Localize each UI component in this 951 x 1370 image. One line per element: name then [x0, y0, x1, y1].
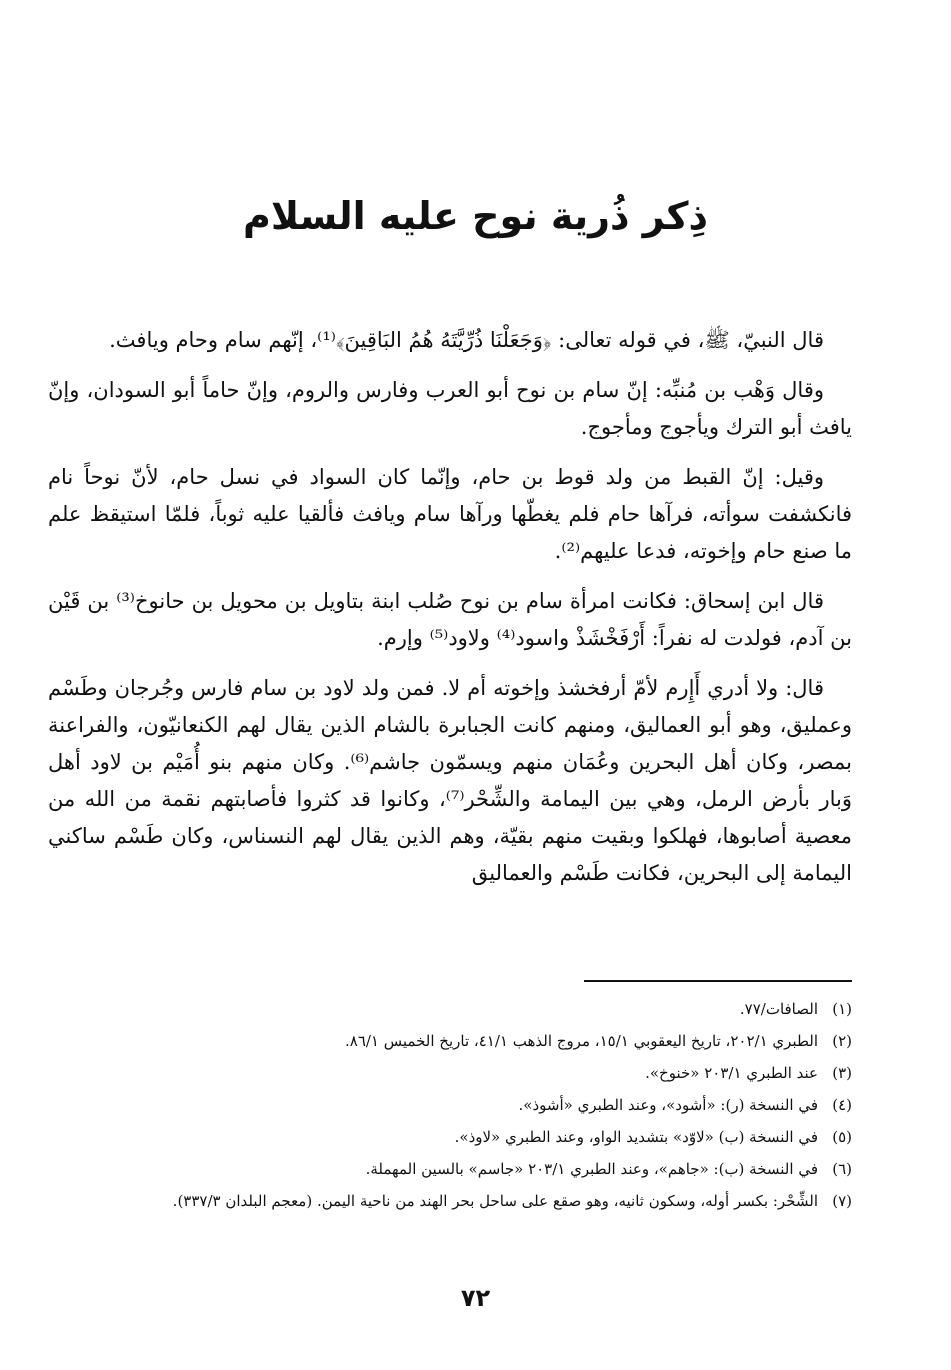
footnote-number: (٧) — [832, 1192, 852, 1210]
paragraph-3: وقيل: إنّ القبط من ولد قوط بن حام، وإنّما كان السواد في نسل حام، لأنّ نوحاً نام فانكشفت سوأته، فرآها حام فلم يغطّها ورآها سام ويافث فألقيا عليه ثوباً، فلمّا استيقظ علم ما صنع حام وإخوته، فدعا عليهم⁽²⁾. — [48, 465, 852, 563]
footnote-number: (٦) — [832, 1160, 852, 1178]
main-text — [48, 322, 852, 905]
footnote-1 — [60, 993, 852, 1025]
footnote-text: الصافات/٧٧. — [739, 1000, 818, 1018]
chapter-title: ذِكر ذُرية نوح عليه السلام — [242, 194, 709, 238]
footnote-divider — [584, 980, 852, 982]
footnote-number: (٣) — [832, 1064, 852, 1082]
footnote-number: (١) — [832, 1000, 852, 1018]
paragraph-2: وقال وَهْب بن مُنبِّه: إنّ سام بن نوح أبو العرب وفارس والروم، وإنّ حاماً أبو السودان، وإنّ يافث أبو الترك ويأجوج ومأجوج. — [48, 378, 852, 439]
paragraph-5: قال: ولا أدري أَإِرم لأمّ أرفخشذ وإخوته أم لا. فمن ولد لاود بن سام فارس وجُرجان وطَسْم وعمليق، وهو أبو العماليق، ومنهم كانت الجبابرة بالشام الذين يقال لهم الكنعانيّون، والفراعنة بمصر، وكان أهل البحرين وعُمَان منهم ويسمّون جاشم⁽⁶⁾. وكان منهم بنو أُمَيْم بن لاود أهل وَبار بأرض الرمل، وهي بين اليمامة والشِّحْر⁽⁷⁾، وكانوا قد كثروا فأصابتهم نقمة من الله من معصية أصابوها، فهلكوا وبقيت منهم بقيّة، وهم الذين يقال لهم النسناس، وكان طَسْم ساكني اليمامة إلى البحرين، فكانت طَسْم والعماليق — [48, 676, 852, 885]
footnote-text: عند الطبري ٢٠٣/١ «خنوخ». — [645, 1064, 818, 1082]
footnote-text: في النسخة (ب) «لاوّد» بتشديد الواو، وعند الطبري «لاوذ». — [454, 1128, 818, 1146]
paragraph-4: قال ابن إسحاق: فكانت امرأة سام بن نوح صُلب ابنة بتاويل بن محويل بن حانوخ⁽³⁾ بن قَيْن بن آدم، فولدت له نفراً: أَرْفَخْشَذْ واسود⁽⁴⁾ ولاود⁽⁵⁾ وإرم. — [48, 589, 852, 650]
footnote-text: في النسخة (ر): «أشود»، وعند الطبري «أشوذ». — [518, 1096, 818, 1114]
footnote-3 — [60, 1057, 852, 1089]
footnote-7 — [60, 1185, 852, 1217]
footnote-text: في النسخة (ب): «جاهم»، وعند الطبري ٢٠٣/١ «جاسم» بالسين المهملة. — [365, 1160, 818, 1178]
footnote-5 — [60, 1121, 852, 1153]
paragraph-1: قال النبيّ، ﷺ، في قوله تعالى: ﴿وَجَعَلْنَا ذُرِّيَّتَهُ هُمُ البَاقِينَ﴾⁽¹⁾، إنّهم سام وحام ويافث. — [109, 328, 824, 352]
footnote-text: الطبري ٢٠٢/١، تاريخ اليعقوبي ١٥/١، مروج الذهب ٤١/١، تاريخ الخميس ٨٦/١. — [344, 1032, 818, 1050]
footnote-text: الشِّحْر: بكسر أوله، وسكون ثانيه، وهو صقع على ساحل بحر الهند من ناحية اليمن. (معجم البلدان ٣٣٧/٣). — [172, 1192, 818, 1210]
footnote-number: (٢) — [832, 1032, 852, 1050]
footnote-number: (٥) — [832, 1128, 852, 1146]
footnote-number: (٤) — [832, 1096, 852, 1114]
footnote-2 — [60, 1025, 852, 1057]
page-number: ٧٢ — [460, 1284, 491, 1312]
footnotes-list — [60, 993, 852, 1217]
footnote-4 — [60, 1089, 852, 1121]
footnote-6 — [60, 1153, 852, 1185]
